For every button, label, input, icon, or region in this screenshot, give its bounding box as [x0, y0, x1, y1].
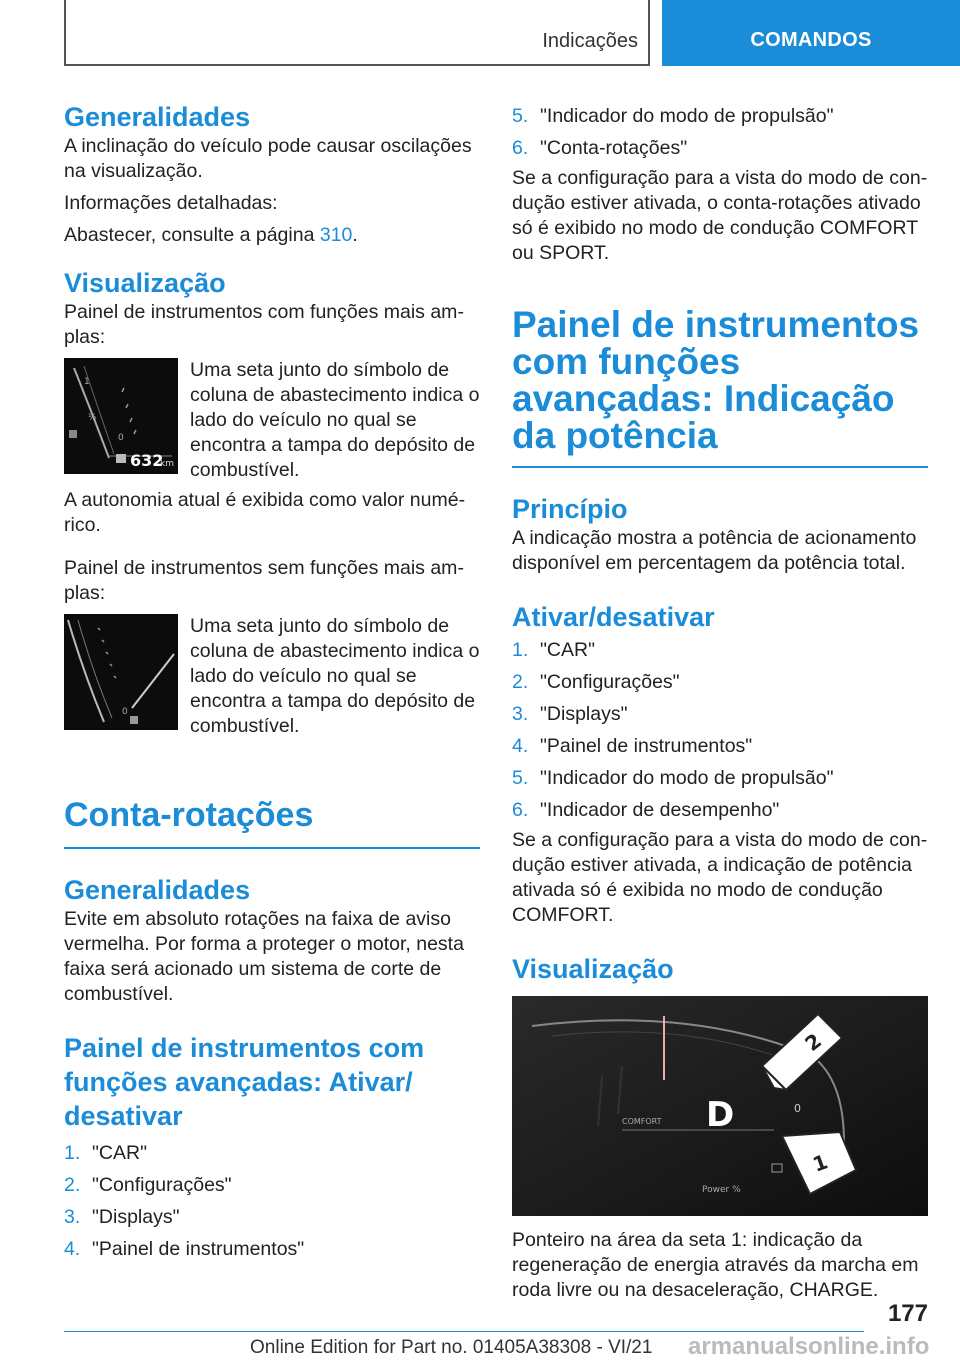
- paragraph: Se a configuração para a vista do modo de condução estiver ativada, o conta-rotações ativado só é exibido no modo de condução COMFORT ou SPORT.: [512, 167, 928, 264]
- list-item: 2. "Configurações": [64, 1174, 232, 1196]
- header-chapter-tab: COMANDOS: [662, 0, 960, 66]
- figure-caption: Uma seta junto do símbolo de coluna de abastecimento indica o lado do veículo no qual se encontra a tampa do depósito de combustível.: [190, 359, 480, 481]
- section-heading-visualizacao: Visualização: [64, 268, 226, 298]
- list-item: 4. "Painel de instrumentos": [512, 735, 753, 757]
- list-item: 1. "CAR": [64, 1142, 148, 1164]
- svg-text:1: 1: [809, 1149, 831, 1177]
- list-item: 2. "Configurações": [512, 671, 680, 693]
- list-item: 6. "Indicador de desempenho": [512, 799, 780, 821]
- list-item: 1. "CAR": [512, 639, 596, 661]
- chapter-heading-conta-rotacoes: Conta-rotações: [64, 796, 314, 834]
- gear-indicator: D: [706, 1095, 735, 1135]
- paragraph: Evite em absoluto rotações na faixa de aviso vermelha. Por forma a proteger o motor, nesta faixa será acionado um sistema de corte de combustível.: [64, 908, 464, 1005]
- power-display-image: [512, 996, 928, 1216]
- section-heading-generalidades: Generalidades: [64, 102, 251, 132]
- page-link-310[interactable]: 310: [319, 224, 353, 246]
- fuel-gauge-image-extended: [64, 358, 178, 474]
- fuel-gauge-image-basic: [64, 614, 178, 730]
- page-number: 177: [887, 1300, 928, 1327]
- list-item: 5. "Indicador do modo de propulsão": [512, 767, 834, 789]
- heading-rule: [512, 466, 928, 468]
- range-unit: km: [160, 459, 174, 469]
- page-header: [0, 0, 960, 66]
- svg-text:0: 0: [122, 707, 128, 717]
- edition-note: Online Edition for Part no. 01405A38308 - VI/21: [250, 1337, 653, 1358]
- paragraph-with-link: Abastecer, consulte a página 310.: [64, 224, 358, 246]
- list-item: 3. "Displays": [512, 703, 628, 725]
- list-item: 4. "Painel de instrumentos": [64, 1238, 305, 1260]
- list-item: 3. "Displays": [64, 1206, 180, 1228]
- footer-rule: [64, 1331, 864, 1332]
- range-readout: 632: [130, 451, 164, 470]
- watermark: armanualsonline.info: [688, 1333, 930, 1360]
- section-heading-ativar-desativar: Painel de instrumentos com funções avançadas: Ativar/ desativar: [64, 1033, 425, 1131]
- figure-row-1: [64, 358, 480, 483]
- section-heading-principio: Princípio: [512, 494, 628, 524]
- paragraph: A inclinação do veículo pode causar oscilações na visualização.: [64, 135, 472, 182]
- power-label: Power %: [702, 1185, 741, 1195]
- svg-text:0: 0: [118, 433, 124, 443]
- list-item: 5. "Indicador do modo de propulsão": [512, 105, 834, 127]
- right-column: [512, 100, 928, 1303]
- section-heading-generalidades-2: Generalidades: [64, 875, 251, 905]
- figure-caption: Uma seta junto do símbolo de coluna de abastecimento indica o lado do veículo no qual se encontra a tampa do depósito de combustível.: [190, 615, 480, 737]
- steps-list-continued: [512, 100, 928, 164]
- heading-rule: [64, 847, 480, 849]
- chapter-heading-indicacao-potencia: Painel de instrumentos com funções avançadas: Indicação da potência: [512, 304, 920, 456]
- paragraph: Painel de instrumentos sem funções mais amplas:: [64, 557, 464, 604]
- steps-list: [64, 1137, 480, 1265]
- svg-text:0: 0: [794, 1102, 801, 1115]
- header-section-title: Indicações: [542, 30, 638, 52]
- steps-list: [512, 634, 928, 826]
- svg-text:2: 2: [800, 1028, 827, 1056]
- paragraph: A indicação mostra a potência de acionamento disponível em percentagem da potência total.: [512, 527, 917, 574]
- left-column: [64, 100, 480, 1265]
- paragraph: Se a configuração para a vista do modo de condução estiver ativada, a indicação de potência ativada só é exibida no modo de condução COMFORT.: [512, 829, 928, 926]
- paragraph: Informações detalhadas:: [64, 192, 278, 214]
- paragraph: Painel de instrumentos com funções mais amplas:: [64, 301, 464, 348]
- section-heading-ativar-desativar: Ativar/desativar: [512, 602, 715, 632]
- list-item: 6. "Conta-rotações": [512, 137, 688, 159]
- section-heading-visualizacao: Visualização: [512, 954, 674, 984]
- figure-row-2: [64, 614, 480, 739]
- drive-mode-label: COMFORT: [622, 1117, 662, 1126]
- paragraph: Ponteiro na área da seta 1: indicação da regeneração de energia através da marcha em roda livre ou na desaceleração, CHARGE.: [512, 1229, 919, 1301]
- paragraph: A autonomia atual é exibida como valor numérico.: [64, 489, 466, 536]
- svg-text:1: 1: [84, 377, 90, 387]
- svg-text:½: ½: [88, 413, 97, 423]
